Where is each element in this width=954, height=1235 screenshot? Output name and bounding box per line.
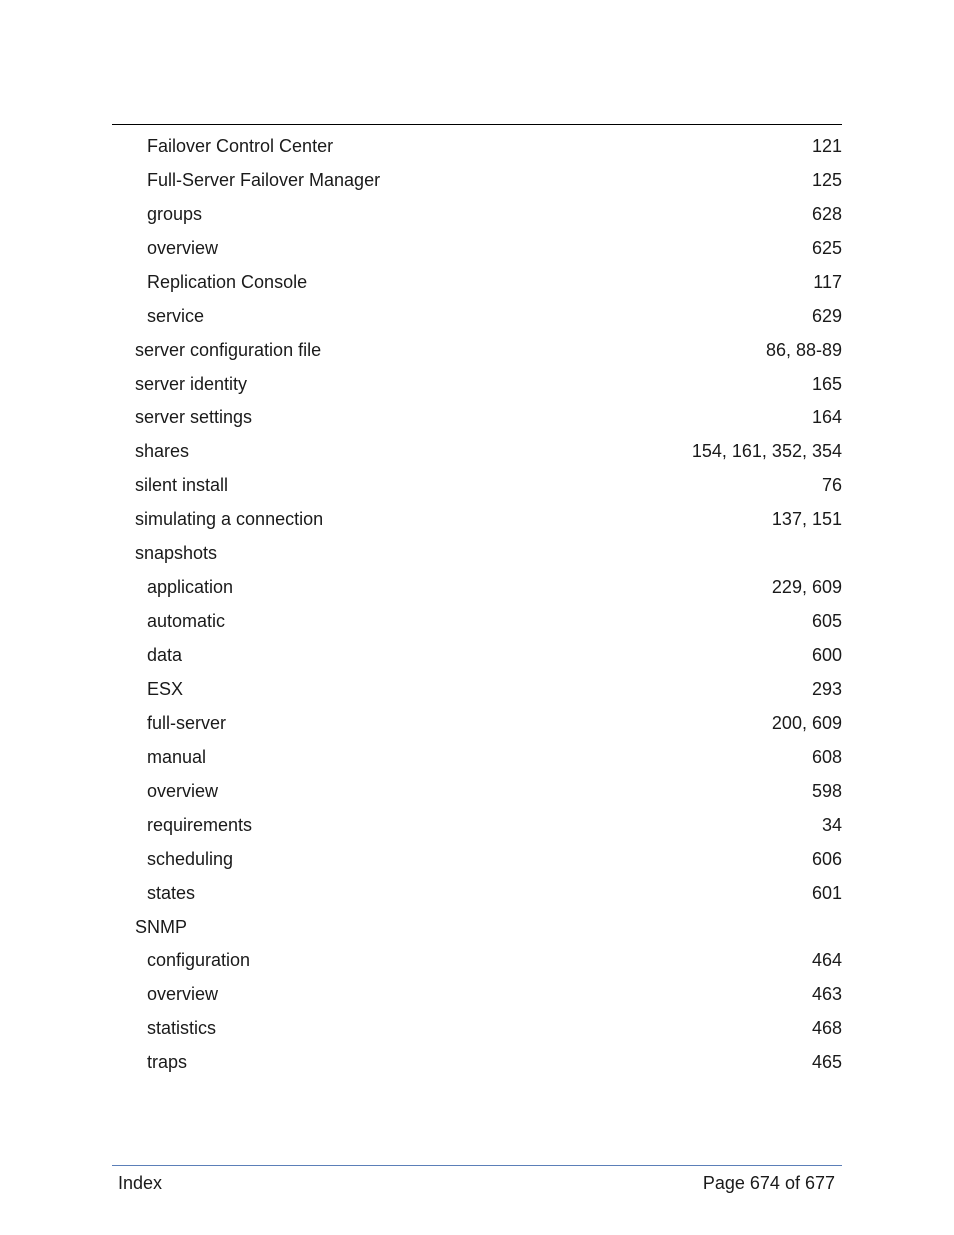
index-page-refs: 608 <box>811 746 842 767</box>
index-entry <box>112 401 842 435</box>
index-term: requirements <box>147 814 253 835</box>
index-page-refs: 165 <box>811 373 842 394</box>
index-term: automatic <box>147 611 226 632</box>
index-term: SNMP <box>135 916 188 937</box>
index-term: service <box>147 305 205 326</box>
index-page-refs: 34 <box>821 814 842 835</box>
index-page-refs: 606 <box>811 848 842 869</box>
index-term: overview <box>147 780 219 801</box>
index-page-refs: 601 <box>811 882 842 903</box>
index-term: states <box>147 882 196 903</box>
index-entry <box>112 1011 842 1045</box>
index-page-refs: 629 <box>811 305 842 326</box>
index-term: data <box>147 645 183 666</box>
index-page-refs: 154, 161, 352, 354 <box>691 441 842 462</box>
index-entry <box>112 570 842 604</box>
index-term: configuration <box>147 950 251 971</box>
index-entry <box>112 197 842 231</box>
index-entry <box>112 808 842 842</box>
index-page-refs: 86, 88-89 <box>765 339 842 360</box>
index-entry <box>112 910 842 944</box>
index-entry <box>112 536 842 570</box>
index-entry <box>112 299 842 333</box>
index-term: simulating a connection <box>135 509 324 530</box>
index-term: manual <box>147 746 207 767</box>
index-entry <box>112 333 842 367</box>
index-entry <box>112 706 842 740</box>
index-entry <box>112 977 842 1011</box>
index-term: overview <box>147 237 219 258</box>
index-page-refs: 125 <box>811 169 842 190</box>
index-entry <box>112 231 842 265</box>
index-term: traps <box>147 1052 188 1073</box>
index-page-refs: 117 <box>813 271 842 292</box>
index-entry <box>112 265 842 299</box>
footer-page-number: Page 674 of 677 <box>702 1173 835 1193</box>
index-page-refs: 625 <box>811 237 842 258</box>
index-entry <box>112 129 842 163</box>
index-term: snapshots <box>135 543 218 564</box>
index-term: Replication Console <box>147 271 308 292</box>
index-page-refs: 293 <box>811 678 842 699</box>
index-entry <box>112 502 842 536</box>
index-term: scheduling <box>147 848 234 869</box>
index-list <box>112 129 842 1079</box>
index-entry <box>112 163 842 197</box>
index-entry <box>112 468 842 502</box>
index-page-refs: 468 <box>811 1018 842 1039</box>
index-term: Failover Control Center <box>147 135 334 156</box>
index-page-refs: 137, 151 <box>771 509 842 530</box>
header-rule <box>112 124 842 125</box>
index-term: server configuration file <box>135 339 322 360</box>
index-term: statistics <box>147 1018 217 1039</box>
index-page-refs: 76 <box>821 475 842 496</box>
index-term: ESX <box>147 678 184 699</box>
index-term: application <box>147 577 234 598</box>
index-entry <box>112 740 842 774</box>
index-page-refs: 598 <box>811 780 842 801</box>
index-term: groups <box>147 203 203 224</box>
index-entry <box>112 434 842 468</box>
index-entry <box>112 1045 842 1079</box>
index-term: shares <box>135 441 190 462</box>
index-page-refs: 229, 609 <box>771 577 842 598</box>
footer-section-name: Index <box>118 1173 163 1193</box>
index-term: full-server <box>147 712 227 733</box>
index-entry <box>112 876 842 910</box>
index-term: server settings <box>135 407 253 428</box>
index-entry <box>112 842 842 876</box>
index-page-refs: 200, 609 <box>771 712 842 733</box>
footer-rule <box>112 1165 842 1166</box>
index-page-refs: 121 <box>811 135 842 156</box>
index-term: overview <box>147 984 219 1005</box>
index-page-refs: 465 <box>811 1052 842 1073</box>
index-page-refs: 605 <box>811 611 842 632</box>
index-entry <box>112 604 842 638</box>
index-entry <box>112 774 842 808</box>
index-entry <box>112 638 842 672</box>
index-entry <box>112 672 842 706</box>
index-page-refs: 164 <box>811 407 842 428</box>
index-page-refs: 464 <box>811 950 842 971</box>
index-page-refs: 463 <box>811 984 842 1005</box>
index-entry <box>112 944 842 978</box>
index-page-refs: 600 <box>811 645 842 666</box>
index-term: silent install <box>135 475 229 496</box>
index-term: Full-Server Failover Manager <box>147 169 381 190</box>
index-term: server identity <box>135 373 248 394</box>
index-page-refs: 628 <box>811 203 842 224</box>
index-entry <box>112 367 842 401</box>
